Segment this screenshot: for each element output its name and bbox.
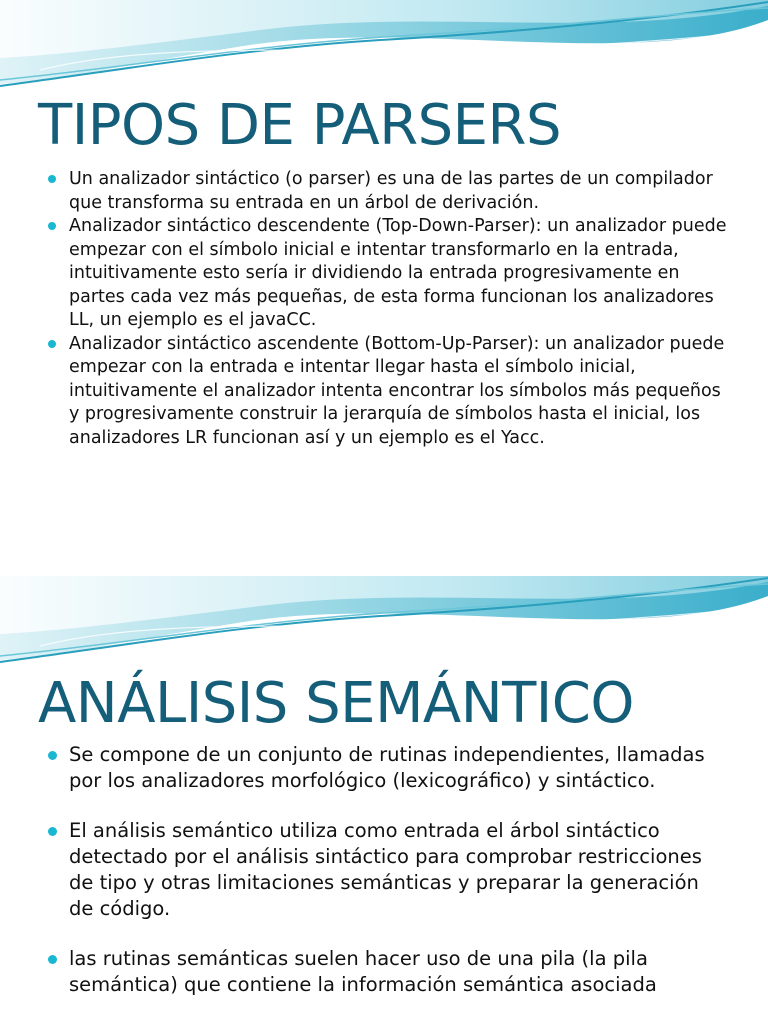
list-item	[38, 946, 728, 998]
bullet-text: Analizador sintáctico descendente (Top-Down-Parser): un analizador puede empezar con el símbolo inicial e intentar transformarlo en la entrada, intuitivamente esto sería ir dividiendo la entrada progresivamente en partes cada vez más pequeñas, de esta forma funcionan los analizadores LL, un ejemplo es el javaCC.	[69, 216, 727, 330]
bullet-text: Se compone de un conjunto de rutinas independientes, llamadas por los analizadores morfológico (lexicográfico) y sintáctico.	[69, 743, 705, 792]
bullet-text: Un analizador sintáctico (o parser) es una de las partes de un compilador que transforma su entrada en un árbol de derivación.	[69, 169, 713, 213]
header-wave-decoration	[0, 576, 768, 686]
list-item	[38, 742, 728, 794]
bullet-icon	[48, 340, 56, 348]
bullet-icon	[48, 751, 57, 760]
slide-title: ANÁLISIS SEMÁNTICO	[38, 671, 634, 736]
bullet-list	[38, 168, 728, 450]
bullet-icon	[48, 955, 57, 964]
bullet-list	[38, 742, 728, 1022]
slide-gap	[0, 524, 768, 576]
list-item	[38, 333, 728, 451]
slide-title: TIPOS DE PARSERS	[38, 93, 562, 158]
slide-analisis-semantico	[0, 576, 768, 1024]
list-item	[38, 818, 728, 922]
bullet-text: El análisis semántico utiliza como entrada el árbol sintáctico detectado por el análisis sintáctico para comprobar restricciones de tipo y otras limitaciones semánticas y preparar la generación de código.	[69, 819, 702, 920]
bullet-icon	[48, 222, 56, 230]
bullet-icon	[48, 827, 57, 836]
list-item	[38, 215, 728, 333]
bullet-icon	[48, 175, 56, 183]
list-item	[38, 168, 728, 215]
bullet-text: Analizador sintáctico ascendente (Bottom-Up-Parser): un analizador puede empezar con la entrada e intentar llegar hasta el símbolo inicial, intuitivamente el analizador intenta encontrar los símbolos más pequeños y progresivamente construir la jerarquía de símbolos hasta el inicial, los analizadores LR funcionan así y un ejemplo es el Yacc.	[69, 333, 725, 448]
bullet-text: las rutinas semánticas suelen hacer uso de una pila (la pila semántica) que contiene la información semántica asociada	[69, 947, 657, 996]
